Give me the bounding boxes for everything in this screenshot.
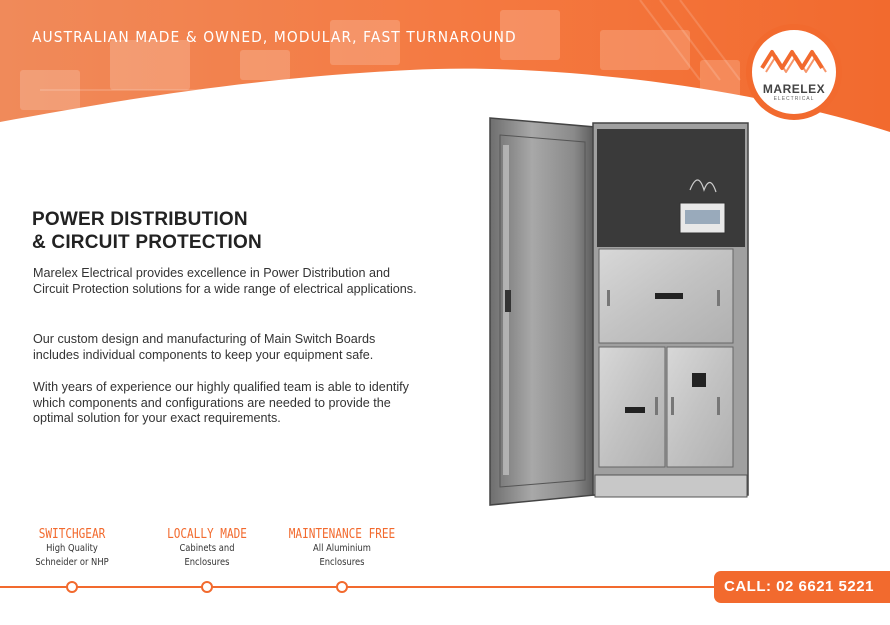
timeline-line xyxy=(0,586,720,588)
feature-locally-made xyxy=(157,527,257,570)
feature-maintenance-free xyxy=(277,527,407,570)
title-line-2: & CIRCUIT PROTECTION xyxy=(32,232,262,253)
wave-icon xyxy=(760,48,830,76)
feature-detail: High Quality xyxy=(46,543,98,554)
feature-title: SWITCHGEAR xyxy=(38,527,106,542)
timeline-dot xyxy=(336,581,348,593)
feature-detail: Enclosures xyxy=(319,557,365,568)
timeline-dot xyxy=(201,581,213,593)
feature-detail: Cabinets and xyxy=(179,543,235,554)
design-paragraph: Our custom design and manufacturing of Main Switch Boards includes individual components to keep your equipment safe. xyxy=(33,332,376,362)
feature-title: LOCALLY MADE xyxy=(167,527,247,542)
feature-switchgear xyxy=(22,527,122,570)
feature-detail: Schneider or NHP xyxy=(35,557,109,568)
logo-name: MARELEX xyxy=(762,82,826,96)
feature-detail: Enclosures xyxy=(184,557,230,568)
call-phone-button[interactable]: CALL: 02 6621 5221 xyxy=(714,571,890,603)
logo-subtitle: ELECTRICAL xyxy=(773,96,815,102)
experience-paragraph: With years of experience our highly qualified team is able to identify which components and configurations are needed to provide the optimal solution for your exact requirements. xyxy=(33,380,409,425)
feature-title: MAINTENANCE FREE xyxy=(288,527,396,542)
tagline: AUSTRALIAN MADE & OWNED, MODULAR, FAST TURNAROUND xyxy=(32,28,517,46)
page-title xyxy=(32,208,262,254)
timeline-dot xyxy=(66,581,78,593)
title-line-1: POWER DISTRIBUTION xyxy=(32,209,248,230)
switchboard-cabinet-image xyxy=(485,115,755,510)
marelex-logo xyxy=(746,24,842,120)
intro-paragraph: Marelex Electrical provides excellence in Power Distribution and Circuit Protection solutions for a wide range of electrical applications. xyxy=(33,266,417,296)
feature-detail: All Aluminium xyxy=(313,543,371,554)
